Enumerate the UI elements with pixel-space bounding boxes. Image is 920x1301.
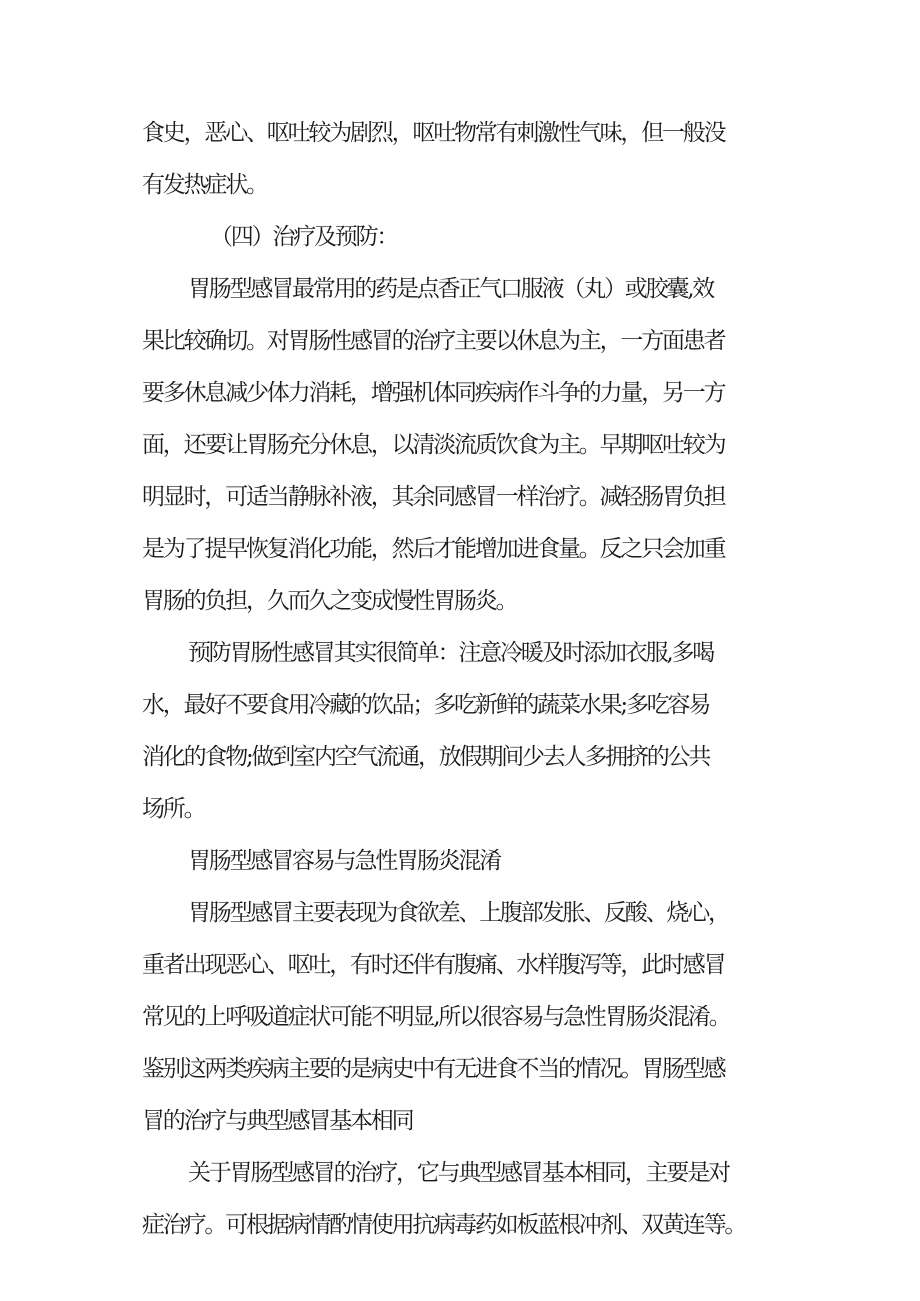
text-line: 水，最好不要食用冷藏的饮品；多吃新鲜的蔬菜水果;多吃容易 (142, 692, 710, 718)
text-line: 胃肠型感冒主要表现为食欲差、上腹部发胀、反酸、烧心， (188, 900, 729, 926)
text-line: 有发热症状。 (142, 172, 267, 198)
text-line: 是为了提早恢复消化功能，然后才能增加进食量。反之只会加重 (142, 536, 725, 562)
text-line: 症治疗。可根据病情酌情使用抗病毒药如板蓝根冲剂、双黄连等。 (142, 1212, 746, 1238)
text-line: 胃肠型感冒最常用的药是点香正气口服液（丸）或胶囊,效 (188, 276, 714, 302)
text-line: 鉴别这两类疾病主要的是病史中有无进食不当的情况。胃肠型感 (142, 1056, 725, 1082)
text-line: 明显时，可适当静脉补液，其余同感冒一样治疗。减轻肠胃负担 (142, 484, 725, 510)
text-line: 消化的食物;做到室内空气流通，放假期间少去人多拥挤的公共 (142, 744, 710, 770)
section-heading: （四）治疗及预防： (210, 224, 398, 250)
text-line: 要多休息减少体力消耗，增强机体同疾病作斗争的力量，另一方 (142, 380, 725, 406)
text-line: 冒的治疗与典型感冒基本相同 (142, 1108, 413, 1134)
subheading: 胃肠型感冒容易与急性胃肠炎混淆 (188, 848, 501, 874)
text-line: 关于胃肠型感冒的治疗，它与典型感冒基本相同，主要是对 (188, 1160, 729, 1186)
text-line: 面，还要让胃肠充分休息，以清淡流质饮食为主。早期呕吐较为 (142, 432, 725, 458)
text-line: 常见的上呼吸道症状可能不明显,所以很容易与急性胃肠炎混淆。 (142, 1004, 730, 1030)
text-line: 食史，恶心、呕吐较为剧烈，呕吐物常有刺激性气味，但一般没 (142, 120, 725, 146)
text-line: 场所。 (142, 796, 205, 822)
text-line: 预防胃肠性感冒其实很简单：注意冷暖及时添加衣服,多喝 (188, 640, 714, 666)
text-line: 果比较确切。对胃肠性感冒的治疗主要以休息为主，一方面患者 (142, 328, 725, 354)
text-line: 胃肠的负担，久而久之变成慢性胃肠炎。 (142, 588, 517, 614)
text-line: 重者出现恶心、呕吐，有时还伴有腹痛、水样腹泻等，此时感冒 (142, 952, 725, 978)
